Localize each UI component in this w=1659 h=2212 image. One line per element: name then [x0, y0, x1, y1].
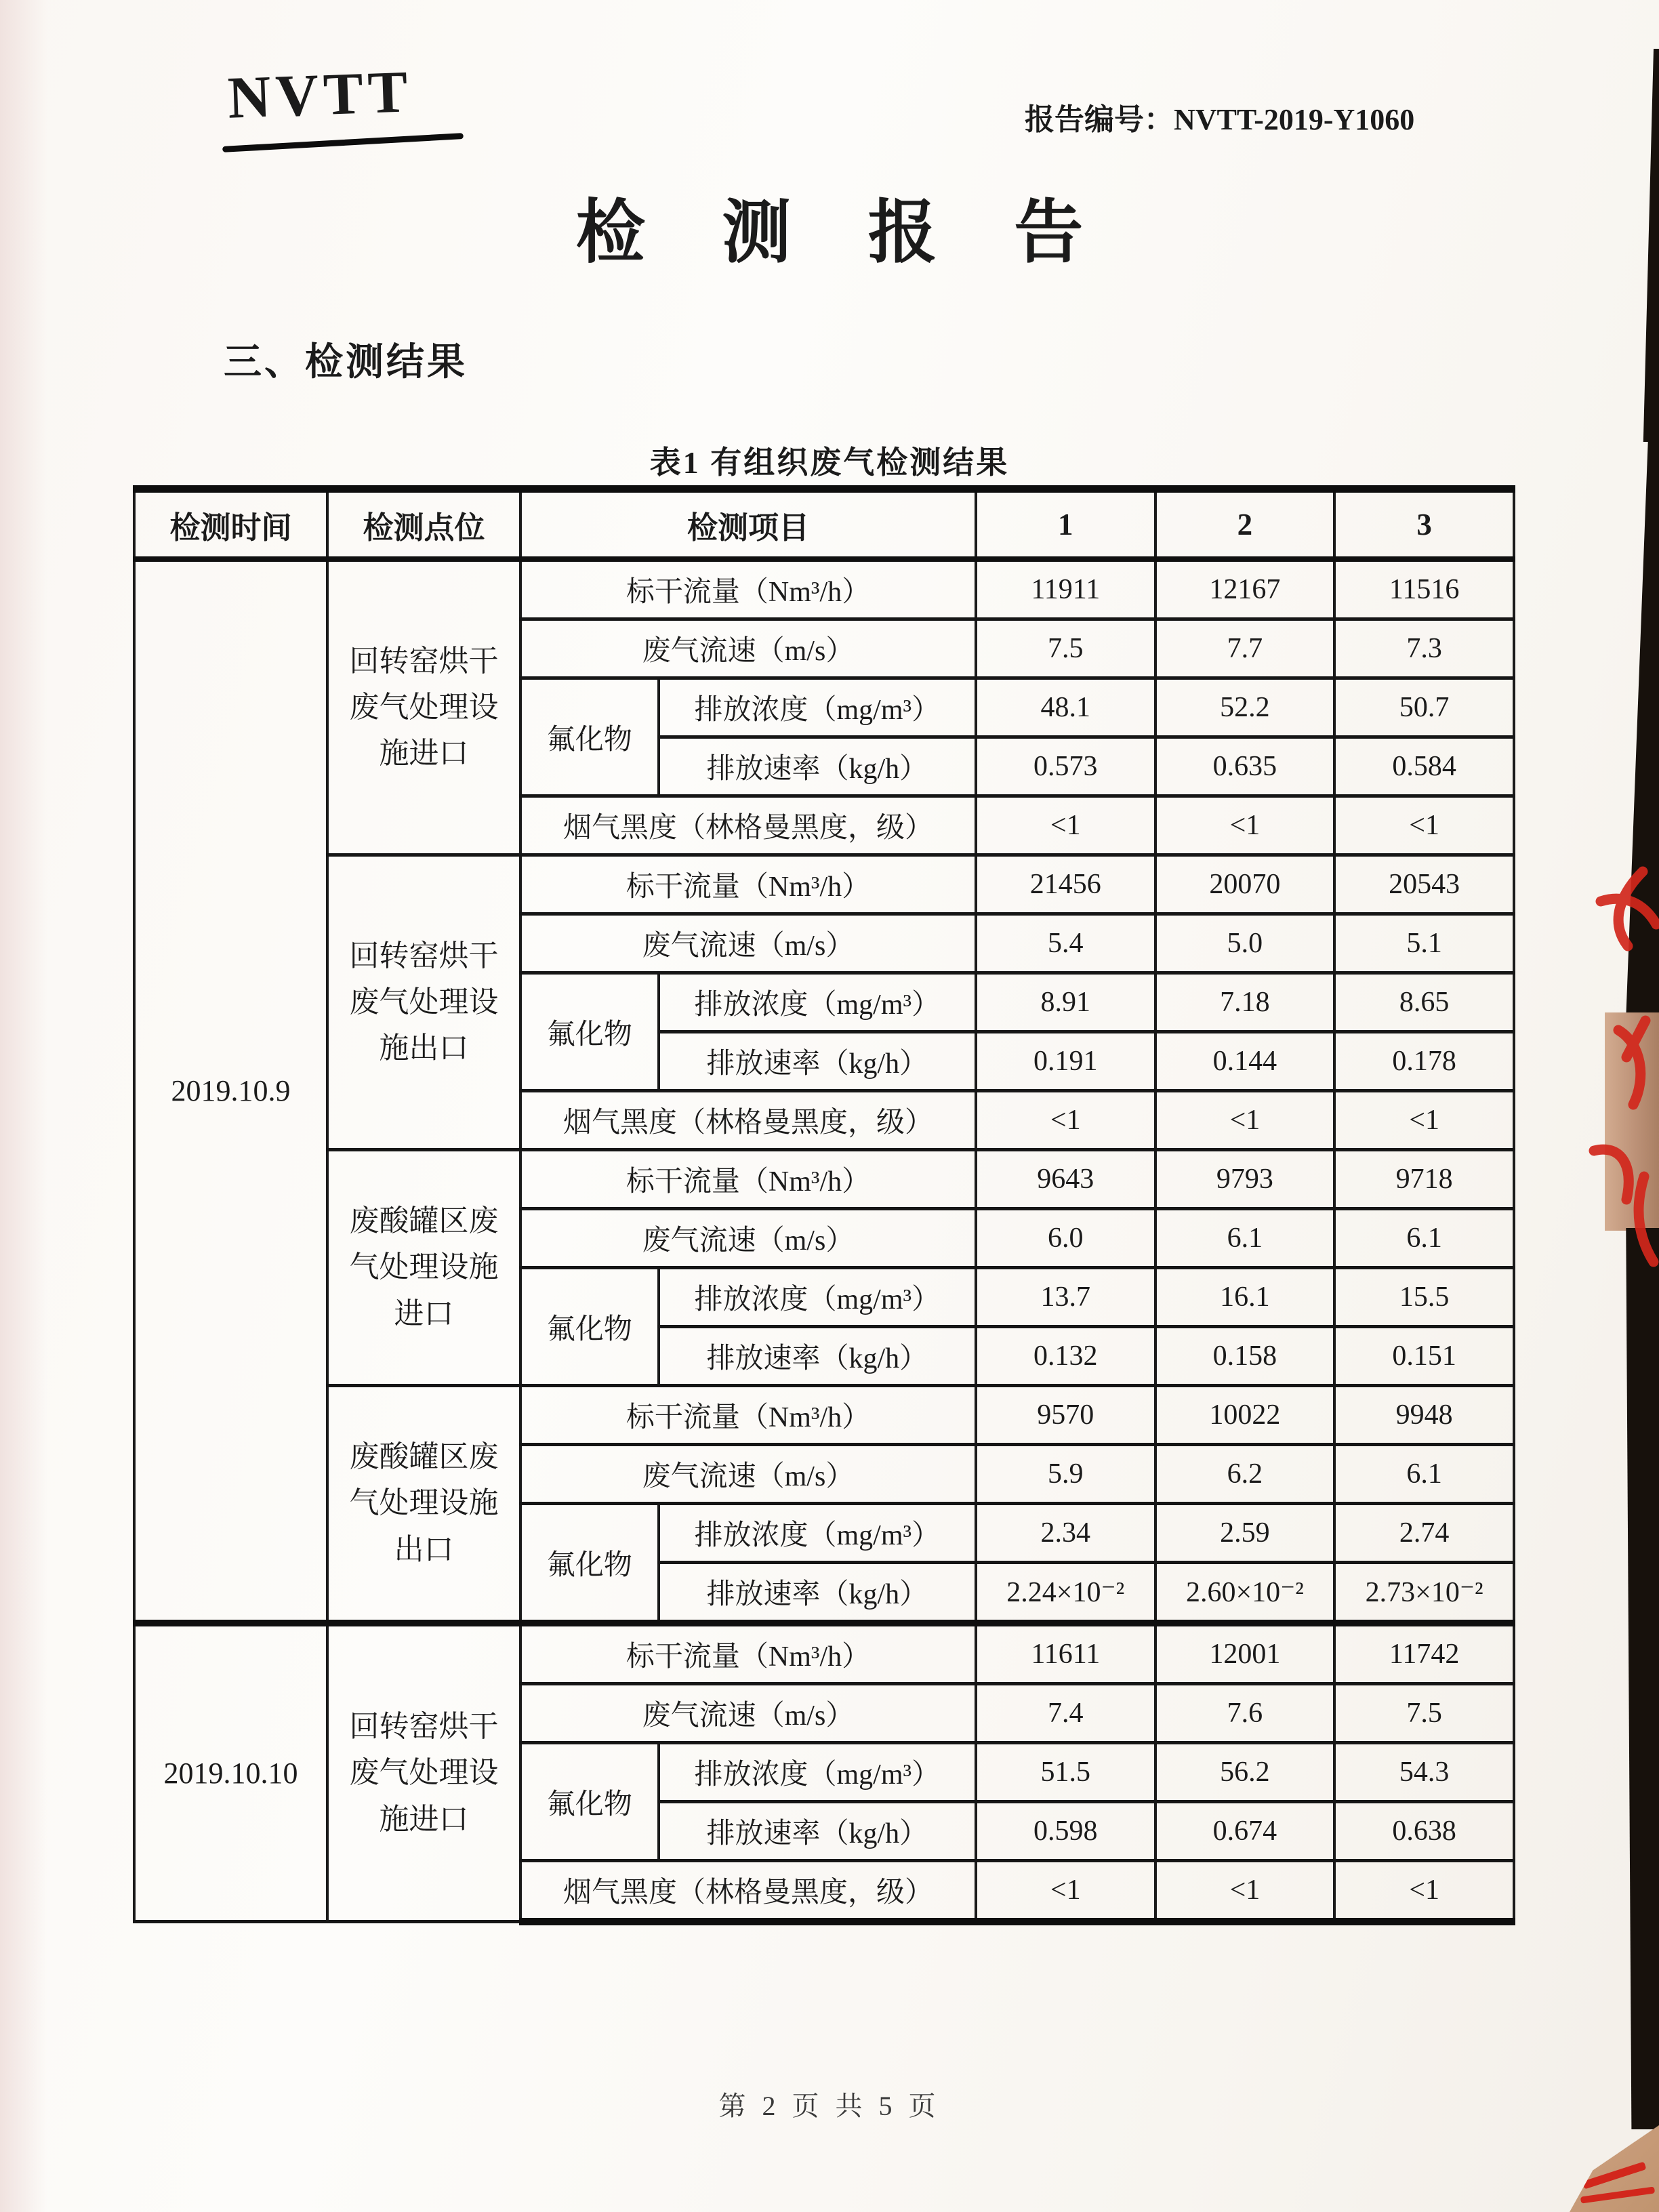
value-cell: 8.91 — [976, 973, 1155, 1032]
col-header-item: 检测项目 — [520, 489, 976, 560]
value-cell: 6.2 — [1155, 1445, 1335, 1504]
date-cell: 2019.10.9 — [134, 559, 327, 1623]
value-cell: 0.144 — [1155, 1032, 1335, 1091]
value-cell: 11611 — [976, 1623, 1155, 1684]
value-cell: <1 — [976, 1091, 1155, 1150]
value-cell: 2.24×10⁻² — [976, 1563, 1155, 1624]
value-cell: 9793 — [1155, 1150, 1335, 1209]
row-label-flow: 标干流量（Nm³/h） — [520, 1623, 976, 1684]
value-cell: 7.5 — [1334, 1684, 1514, 1743]
report-number: 报告编号：NVTT-2019-Y1060 — [1025, 103, 1415, 136]
row-label-conc: 排放浓度（mg/m³） — [659, 678, 976, 737]
value-cell: 11742 — [1334, 1623, 1514, 1684]
section-heading: 三、检测结果 — [224, 342, 468, 384]
red-ink-streak — [1582, 2161, 1646, 2189]
page-number: 第 2 页 共 5 页 — [718, 2091, 941, 2121]
red-ink-marks — [1578, 859, 1659, 1293]
value-cell: 10022 — [1155, 1386, 1335, 1445]
value-cell: 20070 — [1155, 855, 1335, 914]
row-label-rate: 排放速率（kg/h） — [659, 1032, 976, 1091]
point-cell: 废酸罐区废气处理设施出口 — [327, 1386, 520, 1624]
scan-corner-backing — [1570, 2125, 1659, 2212]
row-label-rate: 排放速率（kg/h） — [659, 737, 976, 796]
value-cell: 15.5 — [1334, 1268, 1514, 1327]
value-cell: <1 — [1334, 1861, 1514, 1922]
value-cell: 0.598 — [976, 1802, 1155, 1861]
value-cell: 12167 — [1155, 559, 1335, 619]
value-cell: 6.0 — [976, 1209, 1155, 1268]
col-header-run1: 1 — [976, 489, 1155, 560]
value-cell: 0.132 — [976, 1327, 1155, 1386]
value-cell: 9718 — [1334, 1150, 1514, 1209]
value-cell: 7.5 — [976, 619, 1155, 678]
row-label-conc: 排放浓度（mg/m³） — [659, 1743, 976, 1802]
value-cell: 5.9 — [976, 1445, 1155, 1504]
red-ink-streak — [1580, 2186, 1655, 2203]
value-cell: <1 — [1155, 1861, 1335, 1922]
row-label-rate: 排放速率（kg/h） — [659, 1327, 976, 1386]
value-cell: <1 — [1334, 796, 1514, 855]
value-cell: 0.674 — [1155, 1802, 1335, 1861]
row-label-velocity: 废气流速（m/s） — [520, 1209, 976, 1268]
row-label-smoke: 烟气黑度（林格曼黑度，级） — [520, 1091, 976, 1150]
value-cell: 5.1 — [1334, 914, 1514, 973]
value-cell: 13.7 — [976, 1268, 1155, 1327]
value-cell: 2.74 — [1334, 1504, 1514, 1563]
value-cell: 7.4 — [976, 1684, 1155, 1743]
value-cell: 20543 — [1334, 855, 1514, 914]
value-cell: 0.584 — [1334, 737, 1514, 796]
value-cell: 2.59 — [1155, 1504, 1335, 1563]
table-row — [134, 855, 1514, 914]
value-cell: 2.34 — [976, 1504, 1155, 1563]
value-cell: 5.0 — [1155, 914, 1335, 973]
table-row — [134, 1150, 1514, 1209]
company-logo: NVTT — [226, 59, 414, 131]
point-cell: 废酸罐区废气处理设施进口 — [327, 1150, 520, 1386]
row-label-rate: 排放速率（kg/h） — [659, 1563, 976, 1624]
value-cell: 6.1 — [1155, 1209, 1335, 1268]
results-table — [133, 485, 1515, 1925]
table-row — [134, 1623, 1514, 1684]
col-header-point: 检测点位 — [327, 489, 520, 560]
results-table-wrap — [133, 485, 1515, 1925]
value-cell: 9948 — [1334, 1386, 1514, 1445]
value-cell: 0.178 — [1334, 1032, 1514, 1091]
value-cell: 12001 — [1155, 1623, 1335, 1684]
value-cell: 2.60×10⁻² — [1155, 1563, 1335, 1624]
point-cell: 回转窑烘干废气处理设施进口 — [327, 1623, 520, 1922]
value-cell: <1 — [1155, 1091, 1335, 1150]
value-cell: 9643 — [976, 1150, 1155, 1209]
value-cell: 11516 — [1334, 559, 1514, 619]
scan-edge-shadow — [1620, 1228, 1659, 2129]
value-cell: 6.1 — [1334, 1445, 1514, 1504]
value-cell: 0.635 — [1155, 737, 1335, 796]
col-header-run2: 2 — [1155, 489, 1335, 560]
logo-underline — [222, 133, 464, 152]
row-label-smoke: 烟气黑度（林格曼黑度，级） — [520, 1861, 976, 1922]
value-cell: 52.2 — [1155, 678, 1335, 737]
table-caption: 表1 有组织废气检测结果 — [649, 445, 1010, 480]
document-title: 检 测 报 告 — [575, 195, 1113, 272]
value-cell: 0.158 — [1155, 1327, 1335, 1386]
row-label-fluoride: 氟化物 — [520, 973, 659, 1091]
scan-left-tint — [0, 0, 47, 2212]
point-cell: 回转窑烘干废气处理设施出口 — [327, 855, 520, 1150]
value-cell: 0.573 — [976, 737, 1155, 796]
value-cell: <1 — [976, 796, 1155, 855]
value-cell: <1 — [1155, 796, 1335, 855]
value-cell: 2.73×10⁻² — [1334, 1563, 1514, 1624]
row-label-flow: 标干流量（Nm³/h） — [520, 855, 976, 914]
row-label-conc: 排放浓度（mg/m³） — [659, 1268, 976, 1327]
table-row — [134, 559, 1514, 619]
value-cell: 0.151 — [1334, 1327, 1514, 1386]
table-row — [134, 1386, 1514, 1445]
value-cell: 54.3 — [1334, 1743, 1514, 1802]
value-cell: 21456 — [976, 855, 1155, 914]
value-cell: 7.3 — [1334, 619, 1514, 678]
value-cell: 7.7 — [1155, 619, 1335, 678]
value-cell: 48.1 — [976, 678, 1155, 737]
value-cell: 50.7 — [1334, 678, 1514, 737]
row-label-velocity: 废气流速（m/s） — [520, 619, 976, 678]
row-label-fluoride: 氟化物 — [520, 678, 659, 796]
row-label-fluoride: 氟化物 — [520, 1743, 659, 1861]
value-cell: 56.2 — [1155, 1743, 1335, 1802]
row-label-conc: 排放浓度（mg/m³） — [659, 973, 976, 1032]
value-cell: 0.638 — [1334, 1802, 1514, 1861]
row-label-smoke: 烟气黑度（林格曼黑度，级） — [520, 796, 976, 855]
row-label-velocity: 废气流速（m/s） — [520, 914, 976, 973]
value-cell: 51.5 — [976, 1743, 1155, 1802]
row-label-flow: 标干流量（Nm³/h） — [520, 559, 976, 619]
row-label-conc: 排放浓度（mg/m³） — [659, 1504, 976, 1563]
col-header-run3: 3 — [1334, 489, 1514, 560]
value-cell: 7.6 — [1155, 1684, 1335, 1743]
value-cell: 16.1 — [1155, 1268, 1335, 1327]
row-label-flow: 标干流量（Nm³/h） — [520, 1386, 976, 1445]
point-cell: 回转窑烘干废气处理设施进口 — [327, 559, 520, 855]
value-cell: 6.1 — [1334, 1209, 1514, 1268]
row-label-rate: 排放速率（kg/h） — [659, 1802, 976, 1861]
row-label-fluoride: 氟化物 — [520, 1268, 659, 1386]
value-cell: <1 — [1334, 1091, 1514, 1150]
value-cell: 11911 — [976, 559, 1155, 619]
col-header-time: 检测时间 — [134, 489, 327, 560]
row-label-velocity: 废气流速（m/s） — [520, 1684, 976, 1743]
row-label-velocity: 废气流速（m/s） — [520, 1445, 976, 1504]
value-cell: <1 — [976, 1861, 1155, 1922]
value-cell: 7.18 — [1155, 973, 1335, 1032]
value-cell: 0.191 — [976, 1032, 1155, 1091]
value-cell: 5.4 — [976, 914, 1155, 973]
value-cell: 8.65 — [1334, 973, 1514, 1032]
row-label-flow: 标干流量（Nm³/h） — [520, 1150, 976, 1209]
row-label-fluoride: 氟化物 — [520, 1504, 659, 1624]
header-row — [134, 489, 1514, 560]
value-cell: 9570 — [976, 1386, 1155, 1445]
date-cell: 2019.10.10 — [134, 1623, 327, 1922]
